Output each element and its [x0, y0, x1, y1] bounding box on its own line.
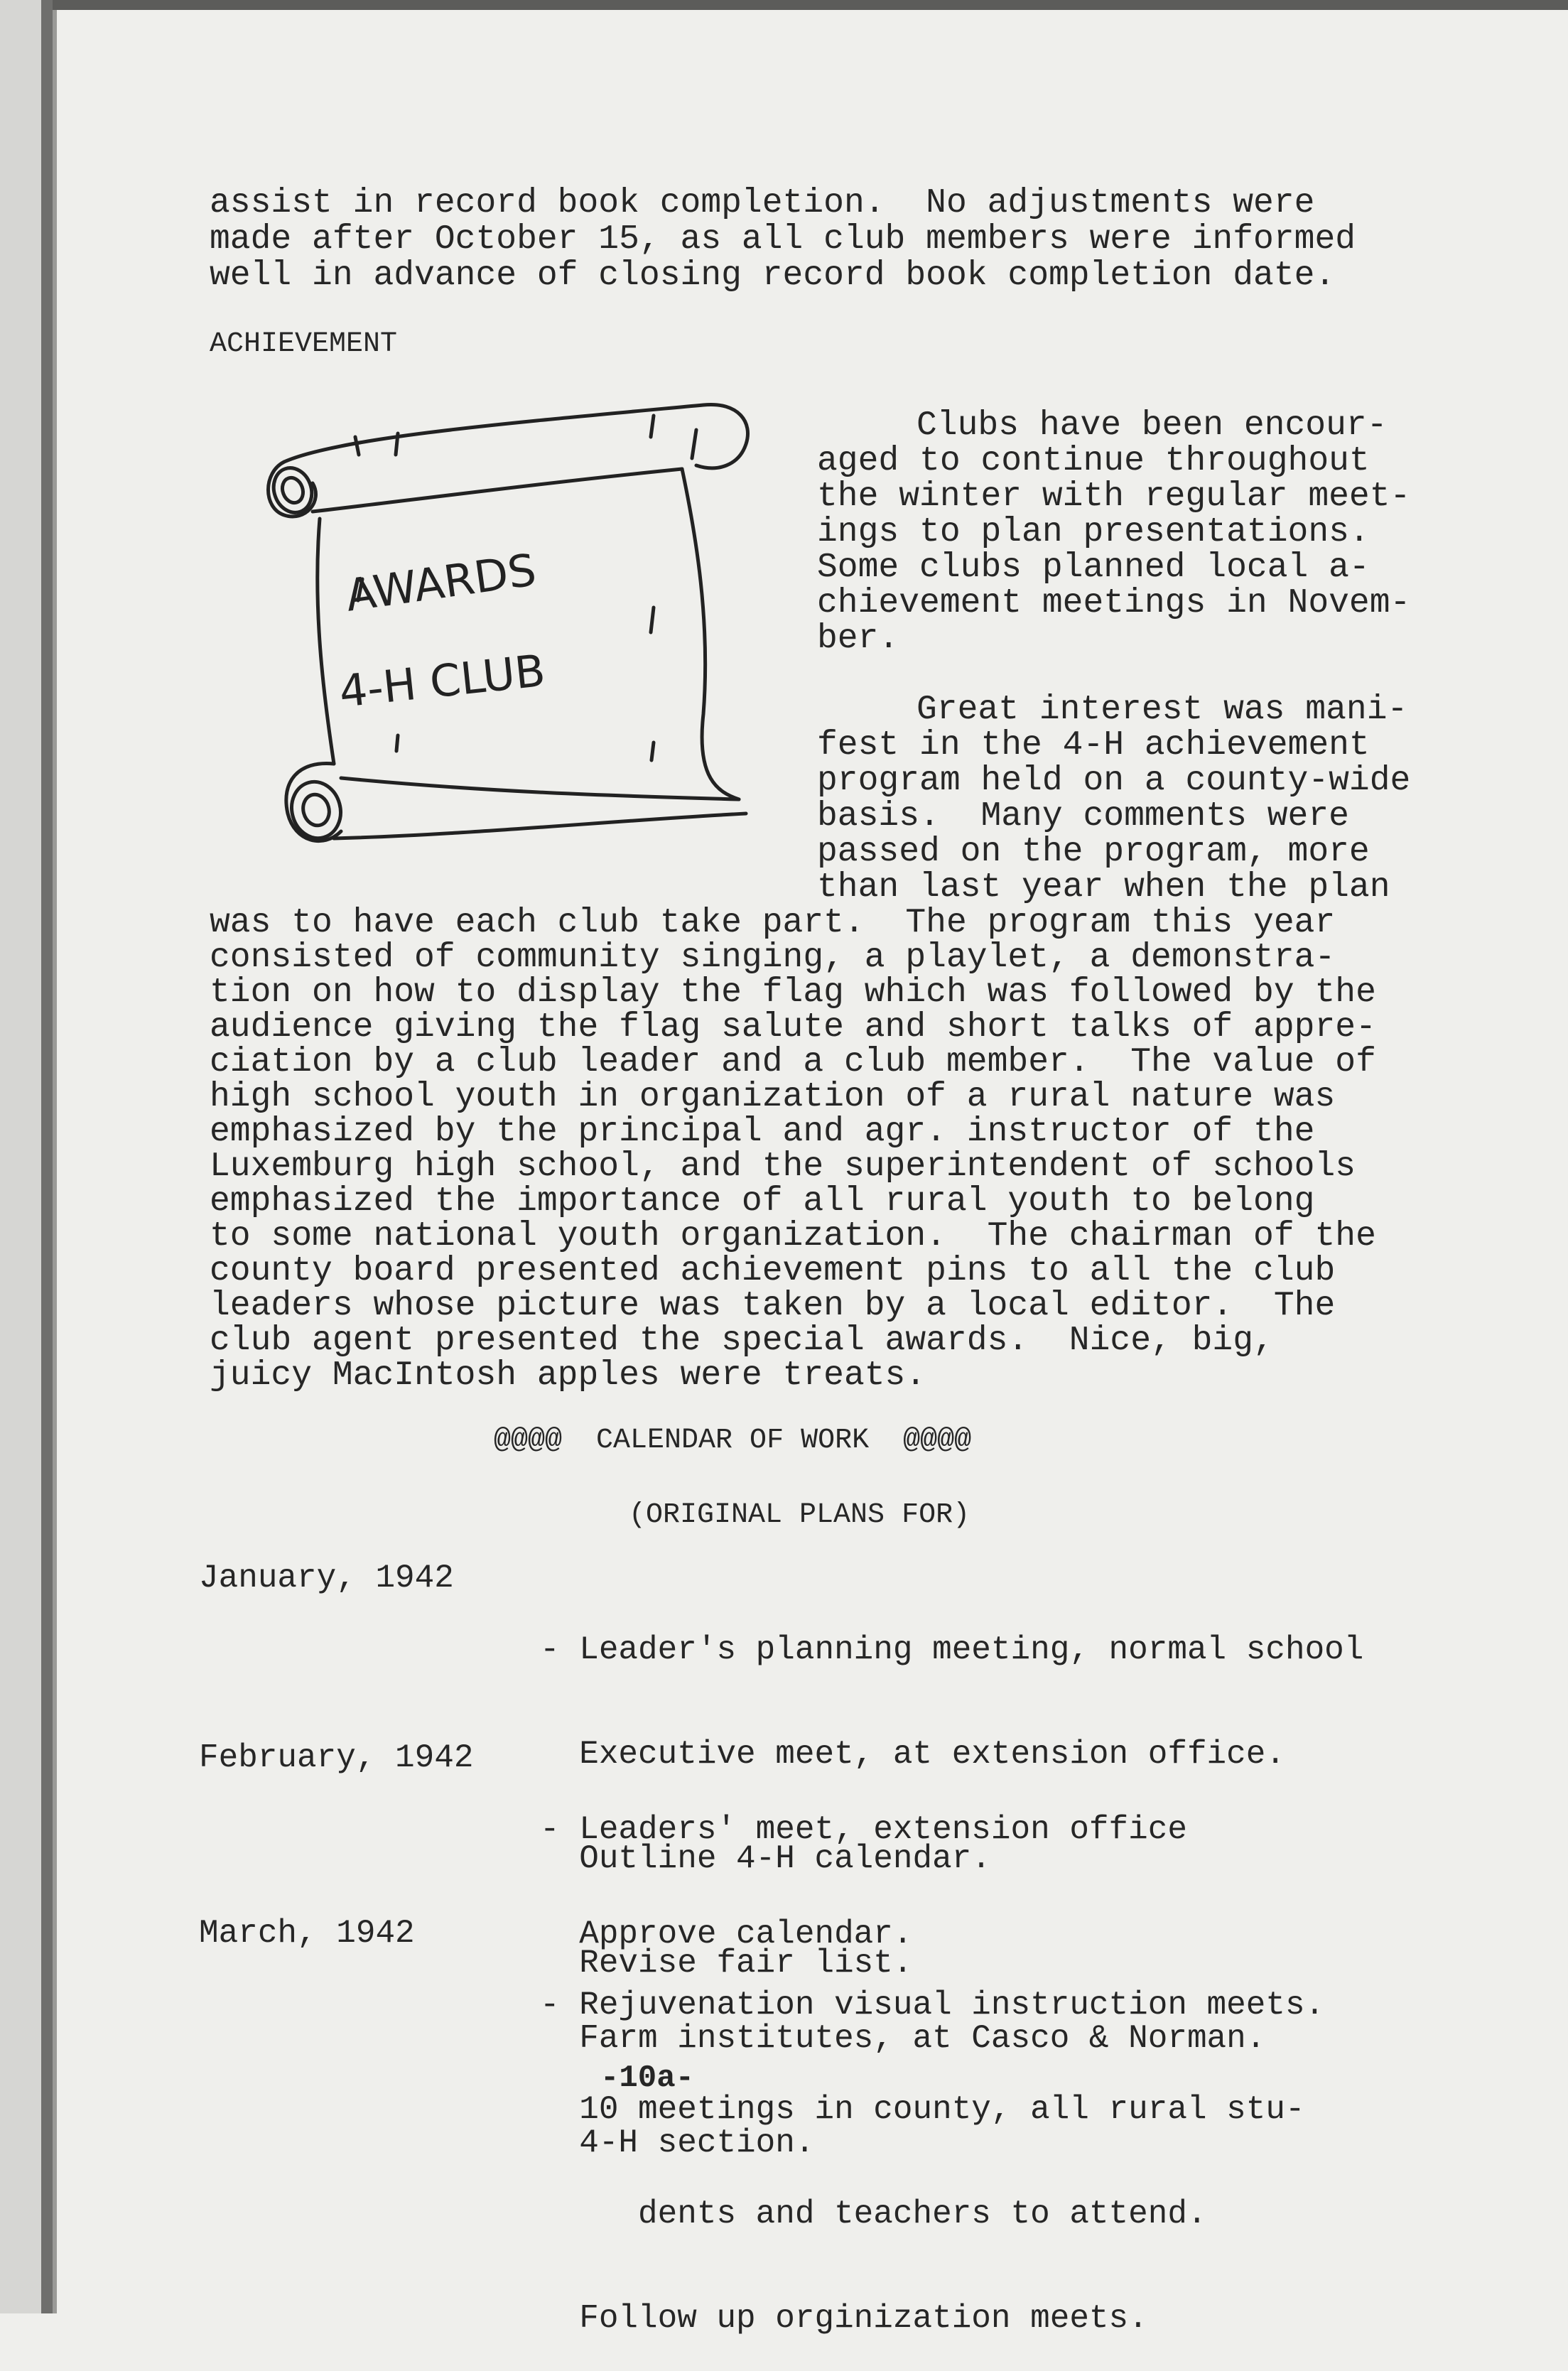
calendar-items-march [540, 1918, 1324, 2371]
achievement-para1-line-7: ber. [817, 620, 899, 658]
calendar-item: Outline 4-H calendar. [540, 1840, 991, 1877]
calendar-item: Executive meet, at extension office. [540, 1736, 1285, 1773]
achievement-body-line-7: emphasized by the principal and agr. instructor of the [210, 1113, 1315, 1151]
achievement-body-line-4: audience giving the flag salute and short talks of appre- [210, 1008, 1376, 1047]
calendar-item: - Rejuvenation visual instruction meets. [540, 1987, 1325, 2024]
calendar-month-january: January, 1942 [199, 1560, 454, 1597]
intro-line-3: well in advance of closing record book completion date. [210, 256, 1336, 295]
calendar-item: 4-H section. [540, 2124, 815, 2161]
achievement-para2-line-4: basis. Many comments were [817, 797, 1349, 836]
achievement-para1-line-1: Clubs have been encour- [917, 406, 1388, 445]
achievement-body-line-6: high school youth in organization of a rural nature was [210, 1078, 1336, 1116]
achievement-body-line-10: to some national youth organization. The chairman of the [210, 1217, 1376, 1255]
calendar-item: Follow up orginization meets. [540, 2300, 1148, 2337]
achievement-para1-line-3: the winter with regular meet- [817, 477, 1411, 516]
achievement-body-line-2: consisted of community singing, a playlet, a demonstra- [210, 939, 1336, 977]
achievement-body-line-3: tion on how to display the flag which was followed by the [210, 973, 1376, 1012]
achievement-para2-line-2: fest in the 4-H achievement [817, 726, 1370, 765]
binding-edge-inner [53, 0, 57, 2313]
achievement-body-line-14: juicy MacIntosh apples were treats. [210, 1356, 926, 1395]
calendar-item: Revise fair list. [540, 1945, 913, 1982]
achievement-body-line-5: ciation by a club leader and a club member. The value of [210, 1043, 1376, 1081]
awards-scroll-illustration [256, 394, 767, 877]
calendar-month-march: March, 1942 [199, 1915, 415, 1952]
achievement-body-line-12: leaders whose picture was taken by a local editor. The [210, 1287, 1336, 1325]
achievement-para2-line-5: passed on the program, more [817, 833, 1370, 871]
scroll-text-club: 4-H CLUB [336, 644, 548, 718]
calendar-heading: @@@@ CALENDAR OF WORK @@@@ [494, 1425, 972, 1457]
achievement-body-line-9: emphasized the importance of all rural youth to belong [210, 1182, 1315, 1221]
achievement-body-line-11: county board presented achievement pins to all the club [210, 1252, 1336, 1290]
page-margin-shadow [0, 0, 41, 2313]
achievement-para1-line-6: chievement meetings in Novem- [817, 584, 1411, 622]
achievement-body-line-13: club agent presented the special awards. Nice, big, [210, 1322, 1274, 1360]
achievement-para1-line-4: ings to plan presentations. [817, 513, 1370, 551]
calendar-subheading: (ORIGINAL PLANS FOR) [629, 1499, 970, 1531]
achievement-para2-line-3: program held on a county-wide [817, 762, 1411, 800]
scroll-text-awards: AWARDS [342, 544, 539, 622]
achievement-para2-line-1: Great interest was mani- [917, 691, 1408, 729]
calendar-item: dents and teachers to attend. [540, 2196, 1207, 2232]
achievement-para1-line-2: aged to continue throughout [817, 442, 1370, 480]
calendar-item: Farm institutes, at Casco & Norman. [540, 2020, 1266, 2057]
calendar-month-february: February, 1942 [199, 1739, 474, 1776]
achievement-para1-line-5: Some clubs planned local a- [817, 549, 1370, 587]
intro-line-2: made after October 15, as all club members were informed [210, 220, 1356, 259]
calendar-item: Approve calendar. [540, 1916, 913, 1953]
intro-line-1: assist in record book completion. No adjustments were [210, 184, 1315, 222]
achievement-body-line-8: Luxemburg high school, and the superintendent of schools [210, 1147, 1356, 1186]
calendar-item: - Leader's planning meeting, normal school [540, 1631, 1364, 1668]
page-number: -10a- [600, 2061, 695, 2096]
achievement-para2-line-6: than last year when the plan [817, 868, 1390, 907]
calendar-item: 10 meetings in county, all rural stu- [540, 2091, 1305, 2128]
binding-edge [41, 0, 53, 2313]
achievement-heading: ACHIEVEMENT [210, 328, 398, 360]
top-edge [53, 0, 1568, 10]
achievement-body-line-1: was to have each club take part. The program this year [210, 904, 1336, 942]
calendar-item: - Leaders' meet, extension office [540, 1811, 1187, 1848]
